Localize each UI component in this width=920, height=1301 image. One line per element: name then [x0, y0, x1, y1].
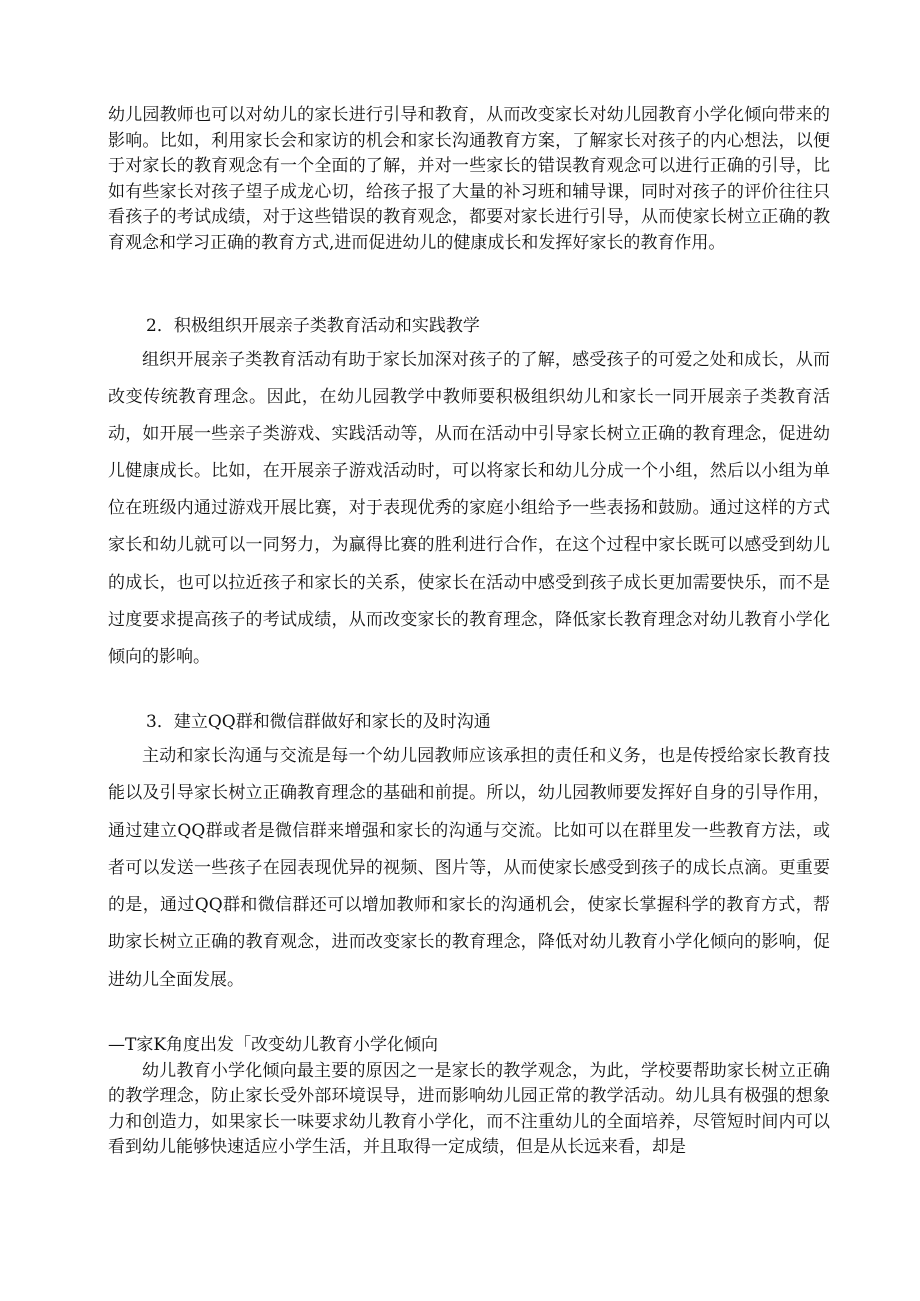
- section-heading-family-perspective: —T家K角度出发「改变幼儿教育小学化倾向: [108, 1035, 439, 1055]
- paragraph-family-perspective: 幼儿教育小学化倾向最主要的原因之一是家长的教学观念，为此，学校要帮助家长树立正确的教学理念，防止家长受外部环境误导，进而影响幼儿园正常的教学活动。幼儿具有极强的想象力和创造力，如果家长一味要求幼儿教育小学化，而不注重幼儿的全面培养，尽管短时间内可以看到幼儿能够快速适应小学生活，并且取得一定成绩，但是从长远来看，却是: [108, 1061, 830, 1157]
- section-heading-parent-child-activities: 2．积极组织开展亲子类教育活动和实践教学: [146, 316, 480, 336]
- paragraph-parent-guidance: 幼儿园教师也可以对幼儿的家长进行引导和教育，从而改变家长对幼儿园教育小学化倾向带来的影响。比如，利用家长会和家访的机会和家长沟通教育方案，了解家长对孩子的内心想法，以便于对家长的教育观念有一个全面的了解，并对一些家长的错误教育观念可以进行正确的引导，比如有些家长对孩子望子成龙心切，给孩子报了大量的补习班和辅导课，同时对孩子的评价往往只看孩子的考试成绩，对于这些错误的教育观念，都要对家长进行引导，从而使家长树立正确的教育观念和学习正确的教育方式,进而促进幼儿的健康成长和发挥好家长的教育作用。: [108, 105, 830, 253]
- section-heading-qq-wechat-groups: 3．建立QQ群和微信群做好和家长的及时沟通: [146, 712, 491, 732]
- paragraph-qq-wechat-groups: 主动和家长沟通与交流是每一个幼儿园教师应该承担的责任和义务，也是传授给家长教育技能以及引导家长树立正确教育理念的基础和前提。所以，幼儿园教师要发挥好自身的引导作用，通过建立QQ群或者是微信群来增强和家长的沟通与交流。比如可以在群里发一些教育方法，或者可以发送一些孩子在园表现优异的视频、图片等，从而使家长感受到孩子的成长点滴。更重要的是，通过QQ群和微信群还可以增加教师和家长的沟通机会，使家长掌握科学的教育方式，帮助家长树立正确的教育观念，进而改变家长的教育理念，降低对幼儿教育小学化倾向的影响，促进幼儿全面发展。: [108, 746, 830, 990]
- paragraph-parent-child-activities: 组织开展亲子类教育活动有助于家长加深对孩子的了解，感受孩子的可爱之处和成长，从而改变传统教育理念。因此，在幼儿园教学中教师要积极组织幼儿和家长一同开展亲子类教育活动，如开展一些亲子类游戏、实践活动等，从而在活动中引导家长树立正确的教育理念，促进幼儿健康成长。比如，在开展亲子游戏活动时，可以将家长和幼儿分成一个小组，然后以小组为单位在班级内通过游戏开展比赛，对于表现优秀的家庭小组给予一些表扬和鼓励。通过这样的方式家长和幼儿就可以一同努力，为赢得比赛的胜利进行合作，在这个过程中家长既可以感受到幼儿的成长，也可以拉近孩子和家长的关系，使家长在活动中感受到孩子成长更加需要快乐，而不是过度要求提高孩子的考试成绩，从而改变家长的教育理念，降低家长教育理念对幼儿教育小学化倾向的影响。: [108, 350, 830, 667]
